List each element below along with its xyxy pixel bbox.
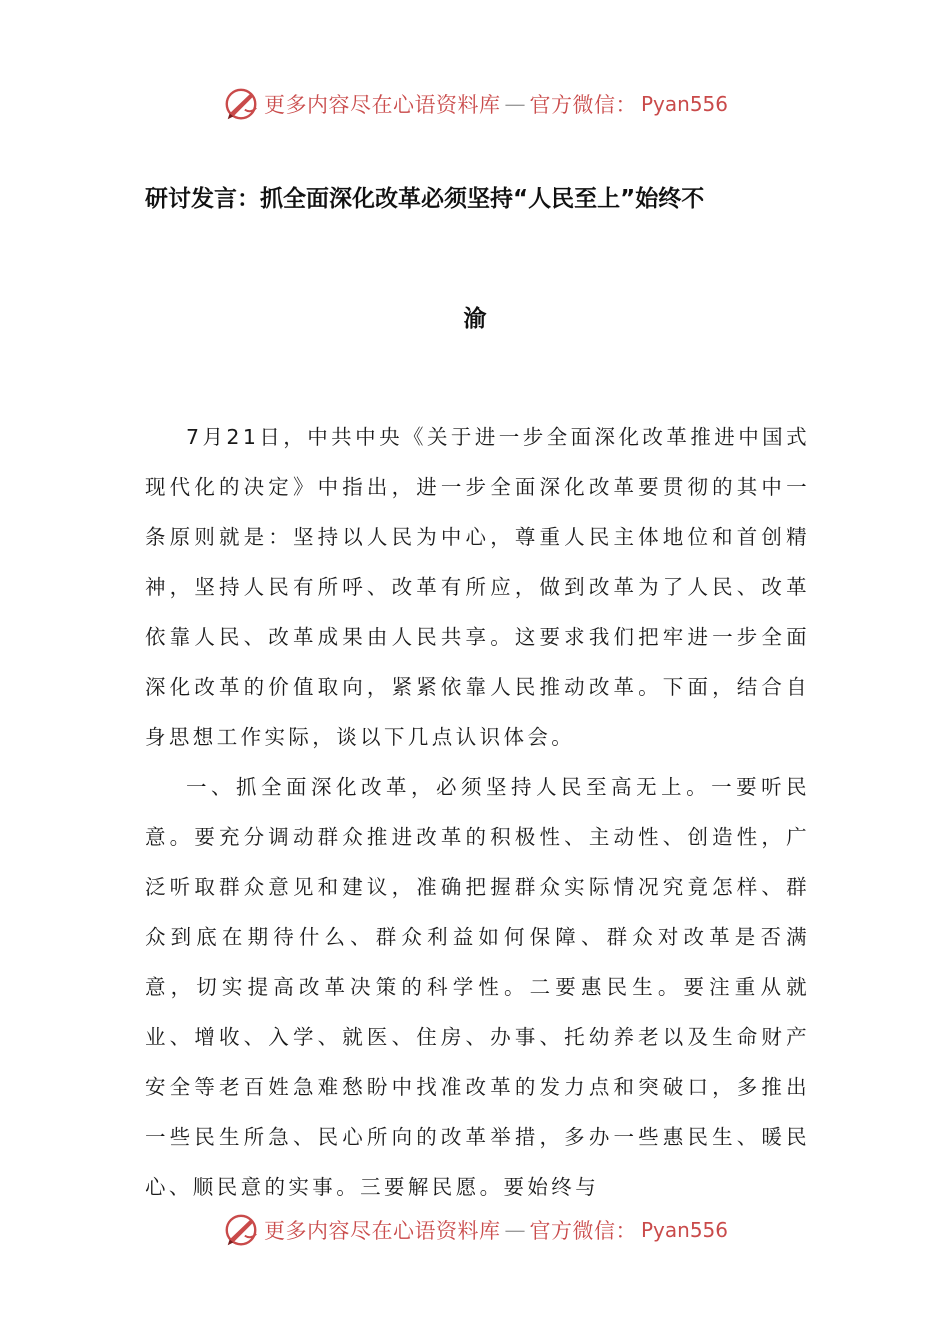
watermark-separator: — xyxy=(504,1218,526,1242)
watermark-text: 更多内容尽在心语资料库 xyxy=(263,93,501,117)
watermark-header xyxy=(0,82,950,126)
paragraph-intro: 7月21日，中共中央《关于进一步全面深化改革推进中国式现代化的决定》中指出，进一步全面深化改革要贯彻的其中一条原则就是：坚持以人民为中心，尊重人民主体地位和首创精神，坚持人民有所呼、改革有所应，做到改革为了人民、改革依靠人民、改革成果由人民共享。这要求我们把牢进一步全面深化改革的价值取向，紧紧依靠人民推动改革。下面，结合自身思想工作实际，谈以下几点认识体会。 xyxy=(145,425,810,749)
watermark-label: 官方微信： xyxy=(529,93,637,117)
document-title-line-1: 研讨发言：抓全面深化改革必须坚持“人民至上”始终不 xyxy=(145,186,705,212)
watermark-separator: — xyxy=(504,92,526,116)
watermark-account: Pyan556 xyxy=(640,1218,728,1242)
watermark-label: 官方微信： xyxy=(529,1219,637,1243)
watermark-footer xyxy=(0,1208,950,1252)
watermark-text: 更多内容尽在心语资料库 xyxy=(263,1219,501,1243)
paragraph-section-one: 一、抓全面深化改革，必须坚持人民至高无上。一要听民意。要充分调动群众推进改革的积极性、主动性、创造性，广泛听取群众意见和建议，准确把握群众实际情况究竟怎样、群众到底在期待什么、群众利益如何保障、群众对改革是否满意，切实提高改革决策的科学性。二要惠民生。要注重从就业、增收、入学、就医、住房、办事、托幼养老以及生命财产安全等老百姓急难愁盼中找准改革的发力点和突破口，多推出一些民生所急、民心所向的改革举措，多办一些惠民生、暖民心、顺民意的实事。三要解民愿。要始终与 xyxy=(145,775,810,1199)
document-body xyxy=(145,412,810,1212)
document-title-line-2: 渝 xyxy=(463,306,487,332)
watermark-account: Pyan556 xyxy=(640,92,728,116)
pen-logo-icon xyxy=(222,1211,260,1249)
pen-logo-icon xyxy=(222,85,260,123)
